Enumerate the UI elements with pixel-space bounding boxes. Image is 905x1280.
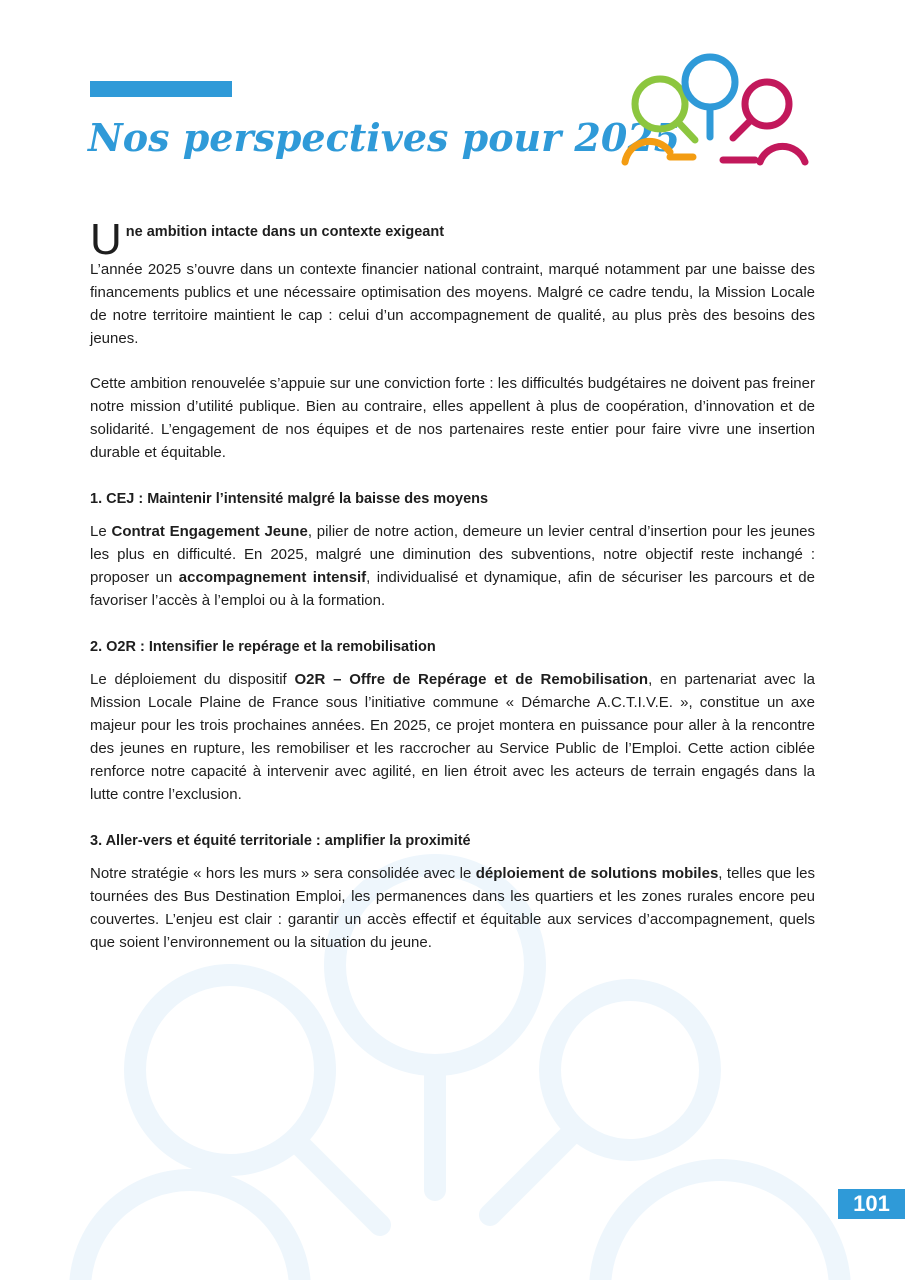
header-accent-bar — [90, 81, 232, 97]
section-2-text-1: Le déploiement du dispositif — [90, 671, 295, 688]
section-2-heading: 2. O2R : Intensifier le repérage et la remobilisation — [90, 639, 436, 655]
dropcap-letter: U — [90, 215, 122, 264]
section-3-paragraph — [90, 862, 815, 954]
section-3-heading: 3. Aller-vers et équité territoriale : amplifier la proximité — [90, 833, 471, 849]
section-1-text-1: Le — [90, 523, 112, 540]
section-2-text-2: , en partenariat avec la Mission Locale Plaine de France sous l’initiative commune « Démarche A.C.T.I.V.E. », constitue un axe majeur pour les trois prochaines années. En 2025, ce projet montera en puissance pour aller à la rencontre des jeunes en rupture, les remobiliser et les raccrocher au Service Public de l’Emploi. Cette action ciblée renforce notre capacité à intervenir avec agilité, en lien étroit avec les acteurs de terrain engagés dans la lutte contre l’exclusion. — [90, 671, 816, 803]
intro-title: ne ambition intacte dans un contexte exigeant — [125, 224, 445, 240]
section-2-bold-1: O2R – Offre de Repérage et de Remobilisation — [294, 671, 649, 688]
section-2-paragraph — [90, 668, 815, 806]
section-1-text-2: , pilier de notre action, demeure un levier central d’insertion pour les jeunes les plus en difficulté. En 2025, malgré une diminution des subventions, notre objectif reste inchangé : proposer un — [90, 523, 815, 586]
section-3-bold-1: déploiement de solutions mobiles — [475, 865, 719, 882]
section-1-bold-2: accompagnement intensif — [178, 569, 367, 586]
page-title: Nos perspectives pour 2025 — [88, 115, 681, 160]
intro-paragraph-1: L’année 2025 s’ouvre dans un contexte financier national contraint, marqué notamment par une baisse des financements publics et une nécessaire optimisation des moyens. Malgré ce cadre tendu, la Mission Locale de notre territoire maintient le cap : celui d’un accompagnement de qualité, au plus près des besoins des jeunes. — [90, 261, 815, 347]
intro-heading — [90, 215, 815, 264]
intro-paragraph-2: Cette ambition renouvelée s’appuie sur une conviction forte : les difficultés budgétaires ne doivent pas freiner notre mission d’utilité publique. Bien au contraire, elles appellent à plus de coopération, d’innovation et de solidarité. L’engagement de nos équipes et de nos partenaires reste entier pour faire vivre une insertion durable et équitable. — [90, 375, 815, 461]
page-number: 101 — [838, 1189, 905, 1219]
section-1-heading: 1. CEJ : Maintenir l’intensité malgré la baisse des moyens — [90, 491, 489, 507]
section-1-text-3: , individualisé et dynamique, afin de sécuriser les parcours et de favoriser l’accès à l’emploi ou à la formation. — [90, 569, 815, 609]
section-3-text-1: Notre stratégie « hors les murs » sera consolidée avec le — [90, 865, 476, 882]
section-3-text-2: , telles que les tournées des Bus Destination Emploi, les permanences dans les quartiers et les zones rurales encore peu couvertes. L’enjeu est clair : garantir un accès effectif et équitable aux services d’accompagnement, quels que soient l’environnement ou la situation du jeune. — [90, 865, 816, 951]
main-content — [90, 215, 816, 954]
people-search-logo-icon — [615, 52, 815, 167]
section-1-bold-1: Contrat Engagement Jeune — [111, 523, 308, 540]
section-1-paragraph — [90, 520, 815, 612]
